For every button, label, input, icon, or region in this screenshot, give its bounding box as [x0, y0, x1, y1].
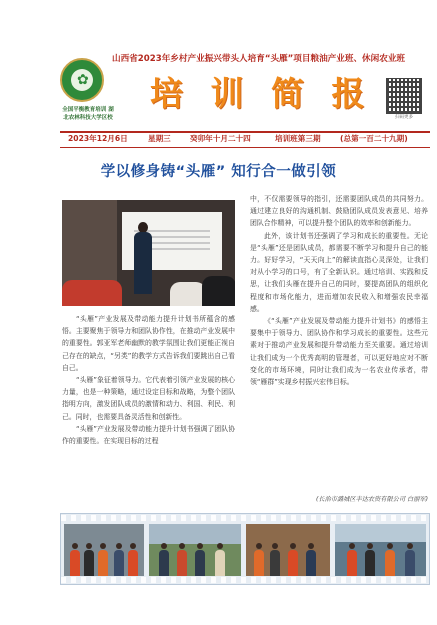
newsletter-title: 培 训 简 报: [150, 74, 373, 113]
article-headline: 学以修身铸“头雁” 知行合一做引领: [100, 164, 337, 180]
audience-member: [170, 282, 206, 306]
masthead: [60, 48, 430, 130]
issue-lunar-date: 癸卯年十月二十四: [190, 134, 251, 143]
issue-total: (总第一百二十九期): [340, 134, 408, 143]
paragraph: “头雁”象征着领导力。它代表着引领产业发展的核心力量，也是一种策略，通过设定目标和战略，为整个团队指明方向，激发团队成员的激情和动力、利国、利民、利己。同时，也需要具备灵活性和创新性。: [62, 376, 235, 421]
qr-caption: 扫码更多: [395, 115, 413, 120]
article-column-left: [62, 313, 235, 447]
audience-member: [62, 280, 122, 306]
issue-date: 2023年12月6日: [68, 134, 128, 143]
issue-number: 培训班第三期: [275, 134, 321, 143]
issue-info-bar: [60, 131, 430, 148]
photo-strip: [60, 513, 430, 585]
org-name: 全国平衡教育培训 湖北农林科技大学区校: [62, 107, 114, 121]
strip-photo: [246, 524, 330, 576]
paragraph: 此外，该计划书还强调了学习和成长的重要性。无论是“头雁”还是团队成员，都需要不断学习和提升自己的能力。好好学习，“天天向上”的解读直指心灵深处，让我们对从小学习的口号，有了全新认识。通过培训、实践和反思，让我们头雁在提升自己的同时，要提高团队的组织化程度和市场化能力，进而增加农民收入和增强农民幸福感。: [250, 231, 428, 313]
paragraph: “头雁”产业发展及带动能力提升计划书强调了团队协作的重要性。在实现目标的过程: [62, 424, 235, 446]
author-credit: (长治市潞城区丰达农资有限公司 白丽军): [316, 496, 428, 503]
article-column-right: [250, 193, 428, 388]
audience-member: [202, 276, 235, 306]
lecture-photo: [62, 200, 235, 306]
paragraph: 中，不仅需要领导的指引，还需要团队成员的共同努力。通过建立良好的沟通机制、鼓励团队成员发表意见、培养团队合作精神，可以提升整个团队的效率和创新能力。: [250, 195, 428, 228]
logo-seal-icon: ✿: [60, 58, 104, 102]
strip-photo: [335, 524, 426, 576]
program-title-line: 山西省2023年乡村产业振兴带头人培育“头雁”项目粮油产业班、休闲农业班: [112, 54, 406, 64]
speaker-figure: [134, 222, 152, 294]
paragraph: 《“头雁”产业发展及带动能力提升计划书》的感悟主要集中于领导力、团队协作和学习成长的重要性。这些元素对于推动产业发展和提升带动能力至关重要。通过培训让我们成为一个优秀高明的管理者，可以更好地应对不断变化的市场环境，同时让我们成为一名农业传承者，带领“雁群”实现乡村振兴宏伟目标。: [250, 317, 428, 387]
qr-code-icon[interactable]: [386, 78, 422, 114]
strip-photo: [149, 524, 241, 576]
strip-photo: [64, 524, 144, 576]
issue-weekday: 星期三: [148, 134, 171, 143]
paragraph: “头雁”产业发展及带动能力提升计划书所蕴含的感悟。主要聚焦于领导力和团队协作性，在推动产业发展中的重要性。郭亚军老师幽默的教学氛围让我们更能正视自己存在的缺点，“另类”的教学方式告诉我们要跳出自己看自己。: [62, 315, 235, 372]
